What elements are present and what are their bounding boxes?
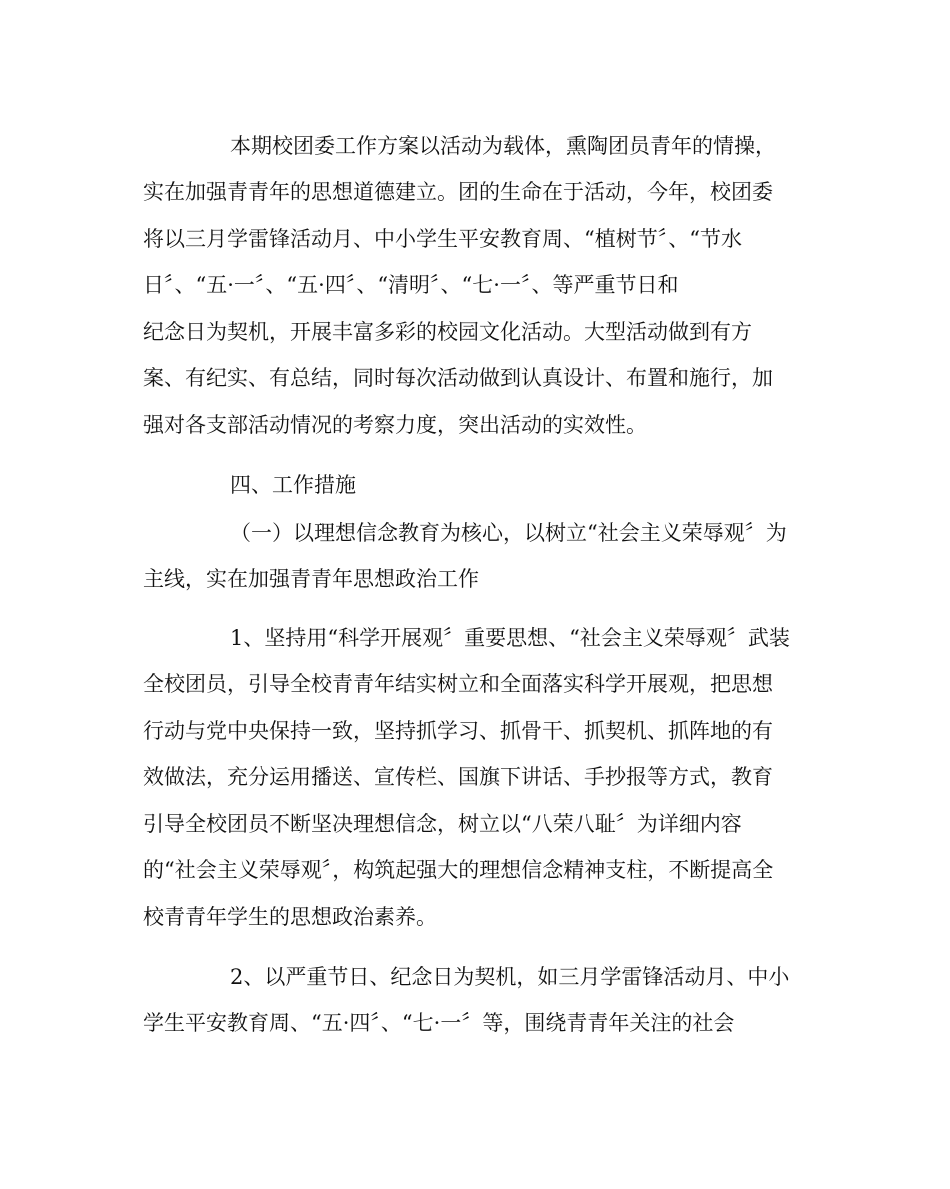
paragraph-line: 强对各支部活动情况的考察力度，突出活动的实效性。 [143,413,647,437]
paragraph-line: 日〞、“五·一〞、“五·四〞、“清明〞、“七·一〞、等严重节日和 [143,273,679,297]
paragraph-line: 效做法，充分运用播送、宣传栏、国旗下讲话、手抄报等方式，教育 [143,765,773,789]
paragraph-line: 行动与党中央保持一致，坚持抓学习、抓骨干、抓契机、抓阵地的有 [143,719,773,743]
paragraph-line: 的“社会主义荣辱观〞，构筑起强大的理想信念精神支柱，不断提高全 [143,858,774,882]
paragraph-line: 校青青年学生的思想政治素养。 [143,905,437,929]
subsection-heading-line: （一）以理想信念教育为核心，以树立“社会主义荣辱观〞为 [230,521,787,545]
subsection-heading-line: 主线，实在加强青青年思想政治工作 [143,567,479,591]
paragraph-line: 案、有纪实、有总结，同时每次活动做到认真设计、布置和施行，加 [143,366,773,390]
paragraph-line: 本期校团委工作方案以活动为载体，熏陶团员青年的情操， [230,134,776,158]
paragraph-line: 全校团员，引导全校青青年结实树立和全面落实科学开展观，把思想 [143,672,773,696]
paragraph-line: 将以三月学雷锋活动月、中小学生平安教育周、“植树节〞、“节水 [143,227,742,251]
paragraph-line: 实在加强青青年的思想道德建立。团的生命在于活动，今年，校团委 [143,180,773,204]
section-heading: 四、工作措施 [230,473,356,497]
paragraph-line: 2、以严重节日、纪念日为契机，如三月学雷锋活动月、中小 [230,965,790,989]
paragraph-line: 1、坚持用“科学开展观〞重要思想、“社会主义荣辱观〞武装 [230,626,790,650]
paragraph-line: 纪念日为契机，开展丰富多彩的校园文化活动。大型活动做到有方 [143,320,752,344]
paragraph-line: 学生平安教育周、“五·四〞、“七·一〞等，围绕青青年关注的社会 [143,1011,735,1035]
paragraph-line: 引导全校团员不断坚决理想信念，树立以“八荣八耻〞为详细内容 [143,812,742,836]
